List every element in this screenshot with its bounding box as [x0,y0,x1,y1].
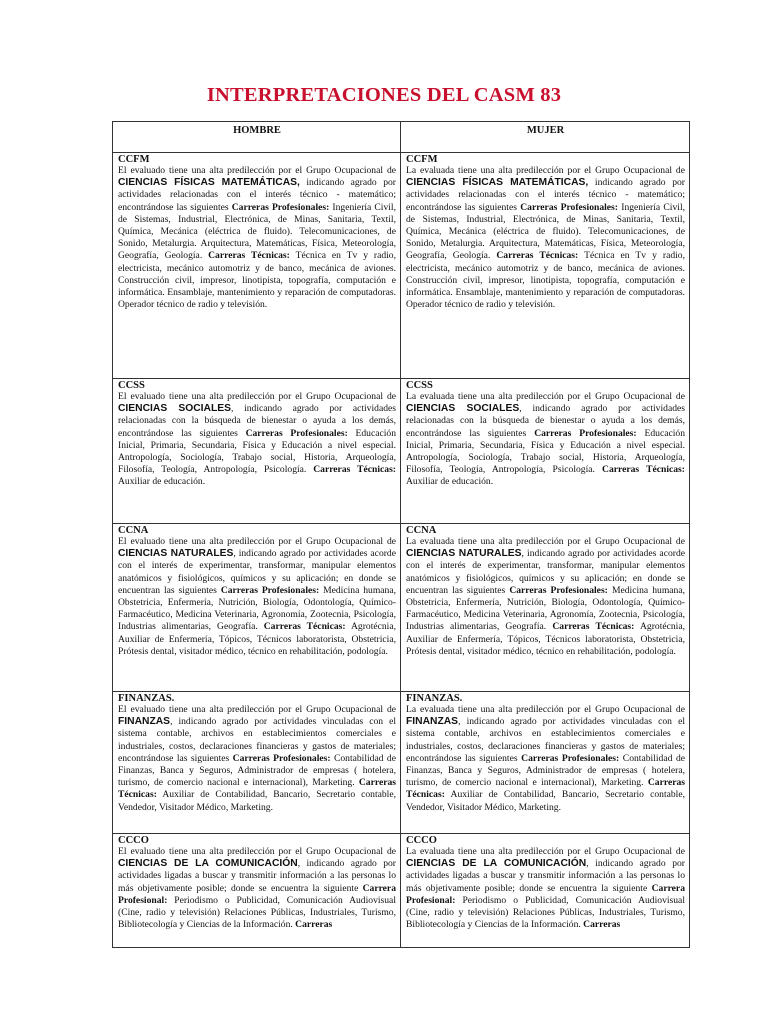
table-header-row [113,122,690,153]
cell-mujer-ccco [401,834,690,948]
cell-text: El evaluado tiene una alta predilección por el Grupo Ocupacional de CIENCIAS FÍSICAS MATEMÁTICAS, indicando agrado por actividades relacionadas con el interés técnico - matemático; encontrándose las siguientes Carreras Profesionales: Ingeniería Civil, de Sistemas, Industrial, Electrónica, de Minas, Sanitaria, Textil, Química, Mecánica (eléctrica de fluido). Telecomunicaciones, de Sonido, Metalurgia. Arquitectura, Matemáticas, Física, Meteorología, Geografía, Geología. Carreras Técnicas: Técnica en Tv y radio, electricista, mecánico automotriz y de banco, mecánica de aviones. Construcción civil, impresor, linotipista, topografía, computación e informática. Ensamblaje, mantenimiento y reparación de computadoras. Operador técnico de radio y televisión. [118,165,396,311]
group-code: CCNA [118,525,149,536]
group-code: CCCO [406,835,437,846]
cell-text: El evaluado tiene una alta predilección por el Grupo Ocupacional de CIENCIAS DE LA COMUNICACIÓN, indicando agrado por actividades ligadas a buscar y transmitir información a las personas lo más objetivamente posible; donde se encuentra la siguiente Carrera Profesional: Periodismo o Publicidad, Comunicación Audiovisual (Cine, radio y televisión) Relaciones Públicas, Industriales, Turismo, Bibliotecología y Ciencias de la Información. Carreras [118,846,396,931]
label-carreras-tecnicas: Carreras Técnicas: [406,777,685,801]
label-carreras-profesionales: Carreras Profesionales: [521,752,620,764]
label-carreras-tecnicas: Carreras Técnicas: [313,464,396,476]
group-code: CCFM [118,154,150,165]
label-carreras-profesionales: Carreras Profesionales: [245,427,348,439]
cell-hombre-finanzas [113,692,401,834]
table-row [113,153,690,379]
group-code: FINANZAS. [118,693,175,704]
cell-mujer-ccfm [401,153,690,379]
group-name: FINANZAS [118,716,171,728]
label-carreras-tecnicas: Carreras Técnicas: [602,464,685,476]
cell-text: La evaluada tiene una alta predilección por el Grupo Ocupacional de FINANZAS, indicando agrado por actividades vinculadas con el sistema contable, archivos en establecimientos comerciales e industriales, costos, declaraciones financieras y gastos de materiales; encontrándose las siguientes Carreras Profesionales: Contabilidad de Finanzas, Banca y Seguros, Administrador de empresas ( hotelera, turismo, de comercio nacional e internacional), Marketing. Carreras Técnicas: Auxiliar de Contabilidad, Bancario, Secretario contable, Vendedor, Visitador Médico, Marketing. [406,704,685,813]
cell-hombre-ccna [113,524,401,692]
group-code: CCFM [406,154,438,165]
cell-hombre-ccco [113,834,401,948]
cell-text: El evaluado tiene una alta predilección por el Grupo Ocupacional de FINANZAS, indicando agrado por actividades vinculadas con el sistema contable, archivos en establecimientos comerciales e industriales, costos, declaraciones financieras y gastos de materiales; encontrándose las siguientes Carreras Profesionales: Contabilidad de Finanzas, Banca y Seguros, Administrador de empresas ( hotelera, turismo, de comercio nacional e internacional), Marketing. Carreras Técnicas: Auxiliar de Contabilidad, Bancario, Secretario contable, Vendedor, Visitador Médico, Marketing. [118,704,396,813]
header-mujer: MUJER [401,122,690,153]
header-hombre: HOMBRE [113,122,401,153]
cell-text: La evaluada tiene una alta predilección por el Grupo Ocupacional de CIENCIAS DE LA COMUNICACIÓN, indicando agrado por actividades ligadas a buscar y transmitir información a las personas lo más objetivamente posible; donde se encuentra la siguiente Carrera Profesional: Periodismo o Publicidad, Comunicación Audiovisual (Cine, radio y televisión) Relaciones Públicas, Industriales, Turismo, Bibliotecología y Ciencias de la Información. Carreras [406,846,685,931]
label-carreras-profesionales: Carreras Profesionales: [231,201,330,213]
group-name: CIENCIAS SOCIALES [118,403,231,415]
group-name: CIENCIAS DE LA COMUNICACIÓN [406,858,587,870]
group-code: CCSS [118,380,145,391]
label-carreras-tecnicas: Carreras [583,919,621,931]
cell-mujer-ccss [401,379,690,524]
label-carreras-tecnicas: Carreras [295,919,333,931]
label-carreras-tecnicas: Carreras Técnicas: [552,621,635,633]
group-name: CIENCIAS NATURALES [406,548,522,560]
group-name: CIENCIAS FÍSICAS MATEMÁTICAS, [118,177,300,189]
label-carreras-profesionales: Carreras Profesionales: [232,752,331,764]
cell-mujer-ccna [401,524,690,692]
cell-text: El evaluado tiene una alta predilección por el Grupo Ocupacional de CIENCIAS SOCIALES, indicando agrado por actividades relacionadas con la búsqueda de bienestar o ayuda a los demás, encontrándose las siguientes Carreras Profesionales: Educación Inicial, Primaria, Secundaria, Física y Educación a nivel especial. Antropología, Sociología, Trabajo social, Historia, Arqueología, Filosofía, Teología, Antropología, Psicología. Carreras Técnicas: Auxiliar de educación. [118,391,396,488]
label-carreras-tecnicas: Carreras Técnicas: [208,250,290,262]
label-carreras-profesionales: Carreras Profesionales: [509,584,608,596]
label-carrera-profesional: Carrera Profesional: [118,882,396,906]
group-code: FINANZAS. [406,693,463,704]
group-code: CCCO [118,835,149,846]
label-carreras-profesionales: Carreras Profesionales: [220,584,320,596]
table-row [113,834,690,948]
group-name: CIENCIAS DE LA COMUNICACIÓN [118,858,298,870]
table-row [113,692,690,834]
group-name: CIENCIAS FÍSICAS MATEMÁTICAS, [406,177,589,189]
table-row [113,524,690,692]
group-name: CIENCIAS SOCIALES [406,403,520,415]
label-carreras-tecnicas: Carreras Técnicas: [263,621,346,633]
cell-text: La evaluada tiene una alta predilección por el Grupo Ocupacional de CIENCIAS NATURALES, indicando agrado por actividades acorde con el interés de experimentar, transformar, manipular elementos anatómicos y fisiológicos, químicos y su aplicación; en donde se encuentran las siguientes Carreras Profesionales: Medicina humana, Obstetricia, Enfermería, Nutrición, Biología, Odontología, Químico-Farmacéutico, Medicina Veterinaria, Agronomía, Zootecnia, Psicología, Industrias alimentarias, Geografía. Carreras Técnicas: Agrotécnia, Auxiliar de Enfermería, Tópicos, Técnicos laboratorista, Obstetricia, Prótesis dental, visitador médico, técnico en rehabilitación, podología. [406,536,686,657]
label-carreras-tecnicas: Carreras Técnicas: [496,250,579,262]
group-code: CCSS [406,380,433,391]
cell-hombre-ccfm [113,153,401,379]
label-carreras-profesionales: Carreras Profesionales: [534,427,637,439]
cell-mujer-finanzas [401,692,690,834]
label-carreras-tecnicas: Carreras Técnicas: [118,777,396,801]
group-name: FINANZAS [406,716,459,728]
label-carrera-profesional: Carrera Profesional: [406,882,685,906]
cell-text: La evaluada tiene una alta predilección por el Grupo Ocupacional de CIENCIAS SOCIALES, indicando agrado por actividades relacionadas con la búsqueda de bienestar o ayuda a los demás, encontrándose las siguientes Carreras Profesionales: Educación Inicial, Primaria, Secundaria, Física y Educación a nivel especial. Antropología, Sociología, Trabajo social, Historia, Arqueología, Filosofía, Teología, Antropología, Psicología. Carreras Técnicas: Auxiliar de educación. [406,391,685,488]
cell-hombre-ccss [113,379,401,524]
label-carreras-profesionales: Carreras Profesionales: [520,201,618,213]
group-name: CIENCIAS NATURALES [118,548,234,560]
document-title: INTERPRETACIONES DEL CASM 83 [206,84,562,106]
cell-text: El evaluado tiene una alta predilección por el Grupo Ocupacional de CIENCIAS NATURALES, indicando agrado por actividades acorde con el interés de experimentar, transformar, manipular elementos anatómicos y fisiológicos, químicos y su aplicación; en donde se encuentran las siguientes Carreras Profesionales: Medicina humana, Obstetricia, Enfermería, Nutrición, Biología, Odontología, Químico-Farmacéutico, Medicina Veterinaria, Agronomía, Zootecnia, Psicología, Industrias alimentarias, Geografía. Carreras Técnicas: Agrotécnia, Auxiliar de Enfermería, Tópicos, Técnicos laboratorista, Obstetricia, Prótesis dental, visitador médico, técnico en rehabilitación, podología. [118,536,397,657]
group-code: CCNA [406,525,437,536]
interpretations-table [112,121,690,948]
table-row [113,379,690,524]
cell-text: La evaluada tiene una alta predilección por el Grupo Ocupacional de CIENCIAS FÍSICAS MATEMÁTICAS, indicando agrado por actividades relacionadas con el interés técnico - matemático; encontrándose las siguientes Carreras Profesionales: Ingeniería Civil, de Sistemas, Industrial, Electrónica, de Minas, Sanitaria, Textil, Química, Mecánica (eléctrica de fluido). Telecomunicaciones, de Sonido, Metalurgia. Arquitectura, Matemáticas, Física, Meteorología, Geografía, Geología. Carreras Técnicas: Técnica en Tv y radio, electricista, mecánico automotriz y de banco, mecánica de aviones. Construcción civil, impresor, linotipista, topografía, computación e informática. Ensamblaje, mantenimiento y reparación de computadoras. Operador técnico de radio y televisión. [406,165,686,311]
